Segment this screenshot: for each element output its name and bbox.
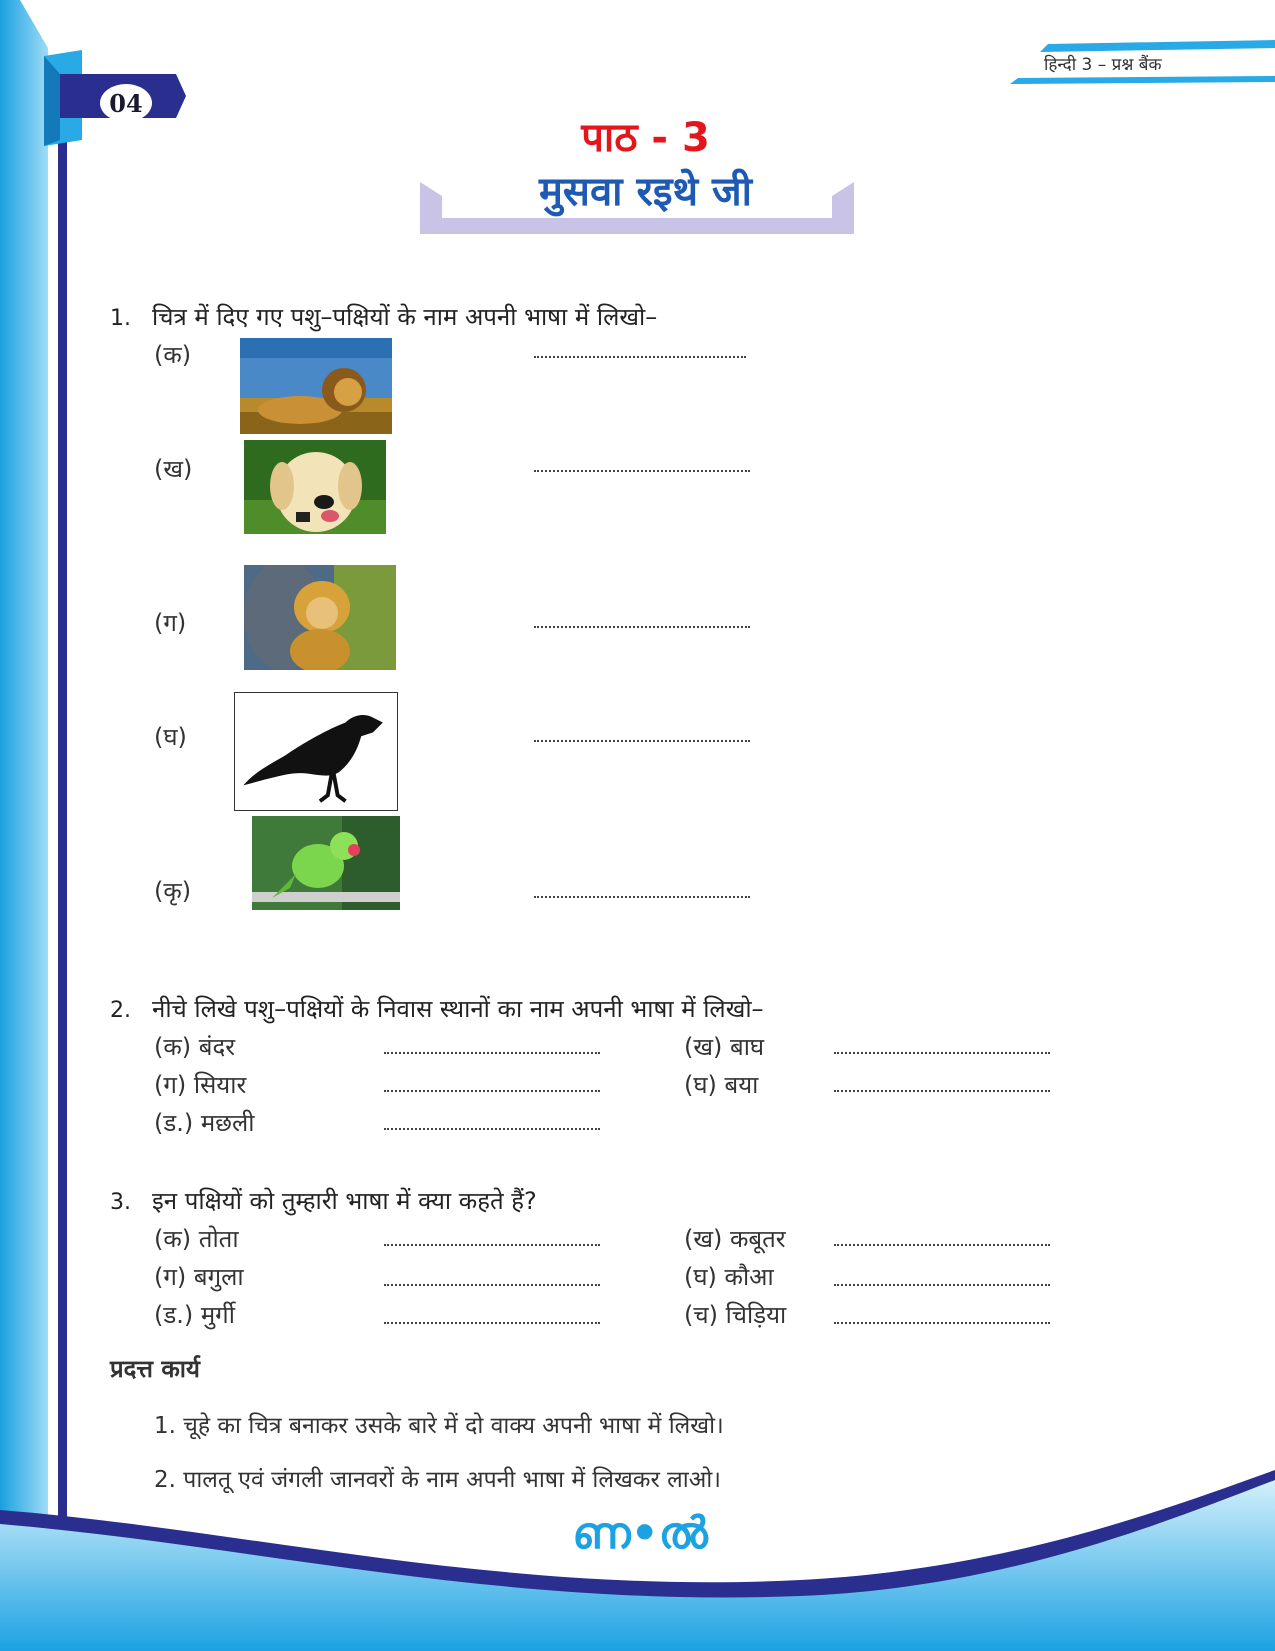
question-3 [110, 1184, 537, 1217]
answer-line[interactable] [534, 470, 750, 472]
q3-item: (घ) कौआ [684, 1263, 774, 1291]
question-number: 3. [110, 1190, 131, 1215]
publisher-logo: ണ•ൽ [572, 1508, 708, 1559]
q3-item: (ग) बगुला [154, 1263, 244, 1291]
answer-line[interactable] [384, 1052, 600, 1054]
monkey-image [244, 565, 396, 670]
parrot-image [252, 816, 400, 910]
answer-line[interactable] [834, 1090, 1050, 1092]
question-2 [110, 992, 764, 1025]
answer-line[interactable] [534, 896, 750, 898]
q2-item: (क) बंदर [154, 1033, 236, 1061]
answer-line[interactable] [534, 740, 750, 742]
lion-image [240, 338, 392, 434]
answer-line[interactable] [834, 1244, 1050, 1246]
q3-item: (ड.) मुर्गी [154, 1301, 235, 1329]
assignment-heading: प्रदत्त कार्य [110, 1355, 200, 1383]
assignment-task: 2. पालतू एवं जंगली जानवरों के नाम अपनी भाषा में लिखकर लाओ। [154, 1467, 721, 1493]
q3-item: (क) तोता [154, 1225, 239, 1253]
q1-item-label: (ख) [154, 455, 193, 483]
crow-image [234, 692, 398, 811]
q1-item-label: (कृ) [154, 877, 192, 905]
answer-line[interactable] [834, 1284, 1050, 1286]
q1-item-label: (क) [154, 341, 192, 369]
book-title: हिन्दी 3 – प्रश्न बैंक [1044, 55, 1162, 75]
assignment-task: 1. चूहे का चित्र बनाकर उसके बारे में दो वाक्य अपनी भाषा में लिखो। [154, 1413, 724, 1439]
dog-image [244, 440, 386, 534]
question-text: इन पक्षियों को तुम्हारी भाषा में क्या कहते हैं? [152, 1187, 537, 1215]
question-1 [110, 300, 657, 333]
answer-line[interactable] [384, 1244, 600, 1246]
question-number: 1. [110, 306, 131, 331]
answer-line[interactable] [384, 1090, 600, 1092]
q3-item: (ख) कबूतर [684, 1225, 786, 1253]
q3-item: (च) चिड़िया [684, 1301, 787, 1329]
question-text: चित्र में दिए गए पशु–पक्षियों के नाम अपनी भाषा में लिखो– [152, 303, 658, 331]
lesson-number: पाठ - 3 [581, 115, 710, 161]
q2-item: (ड.) मछली [154, 1109, 255, 1137]
answer-line[interactable] [384, 1322, 600, 1324]
q1-item-label: (घ) [154, 723, 187, 751]
answer-line[interactable] [534, 356, 746, 358]
question-number: 2. [110, 998, 131, 1023]
question-text: नीचे लिखे पशु–पक्षियों के निवास स्थानों का नाम अपनी भाषा में लिखो– [152, 995, 764, 1023]
q2-item: (ग) सियार [154, 1071, 247, 1099]
answer-line[interactable] [534, 626, 750, 628]
q2-item: (ख) बाघ [684, 1033, 765, 1061]
q1-item-label: (ग) [154, 609, 187, 637]
q2-item: (घ) बया [684, 1071, 759, 1099]
answer-line[interactable] [834, 1052, 1050, 1054]
answer-line[interactable] [834, 1322, 1050, 1324]
lesson-title: मुसवा रइथे जी [538, 169, 752, 215]
page-number: 04 [100, 84, 152, 122]
answer-line[interactable] [384, 1128, 600, 1130]
answer-line[interactable] [384, 1284, 600, 1286]
